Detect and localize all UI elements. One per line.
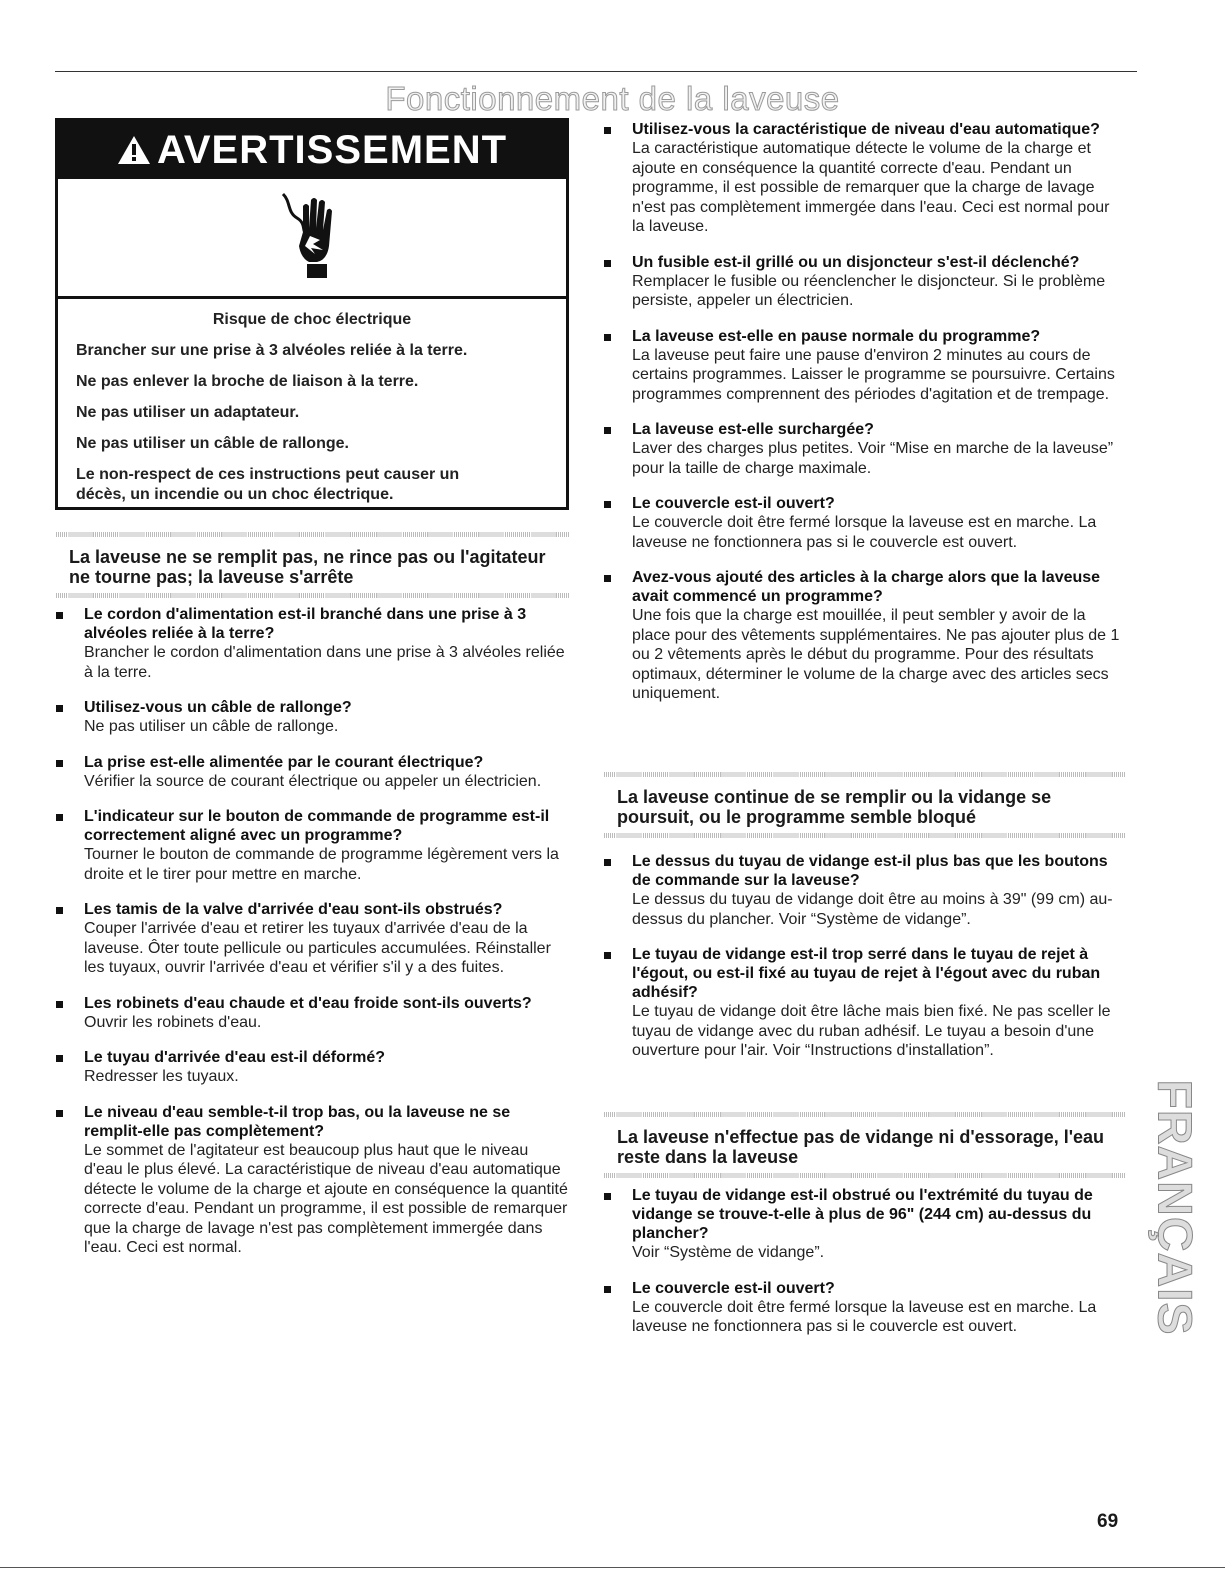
language-side-tab-label: FRANÇAIS xyxy=(1147,1079,1201,1336)
item-answer: Une fois que la charge est mouillée, il peut sembler y avoir de la place pour des vêtements supplémentaires. Ne pas ajouter plus de 1 ou 2 vêtements après le début du programme. Pour des résultats optimaux, déterminer le volume de la charge avec des articles secs uniquement. xyxy=(632,607,1120,702)
bullet-icon xyxy=(56,907,63,914)
bullet-icon xyxy=(604,859,611,866)
item-question: La laveuse est-elle en pause normale du programme? xyxy=(632,327,1041,345)
warning-line: Brancher sur une prise à 3 alvéoles reliée à la terre. xyxy=(76,342,468,359)
item-question: Avez-vous ajouté des articles à la charge alors que la laveuse avait commencé un programme? xyxy=(632,569,1101,605)
item-question: Les robinets d'eau chaude et d'eau froide sont-ils ouverts? xyxy=(84,994,532,1012)
item-answer: Remplacer le fusible ou réenclencher le disjoncteur. Si le problème persiste, appeler un électricien. xyxy=(632,272,1106,309)
warning-triangle-icon xyxy=(117,134,151,166)
item-question: Le tuyau de vidange est-il trop serré dans le tuyau de rejet à l'égout, ou est-il fixé au tuyau de rejet à l'égout avec du ruban adhésif? xyxy=(632,946,1101,1001)
list-item xyxy=(55,1103,569,1258)
bullet-icon xyxy=(604,952,611,959)
list-item xyxy=(55,900,569,978)
list-item xyxy=(603,120,1123,237)
list-item xyxy=(55,807,569,884)
warning-header xyxy=(58,121,566,179)
bullet-icon xyxy=(56,1001,63,1008)
item-question: Le dessus du tuyau de vidange est-il plus bas que les boutons de commande sur la laveuse? xyxy=(632,853,1108,889)
section-heading: La laveuse continue de se remplir ou la vidange se poursuit, ou le programme semble bloqué xyxy=(617,787,1052,827)
item-answer: La laveuse peut faire une pause d'environ 2 minutes au cours de certains programmes. Laisser le programme se poursuivre. Certains programmes comprennent des périodes d'agitation et de trempage. xyxy=(632,346,1115,403)
warning-line: Le non-respect de ces instructions peut causer un décès, un incendie ou un choc électrique. xyxy=(76,466,460,503)
item-answer: Brancher le cordon d'alimentation dans une prise à 3 alvéoles reliée à la terre. xyxy=(84,644,565,681)
list-item xyxy=(603,945,1123,1061)
list-item xyxy=(55,605,569,682)
bullet-icon xyxy=(604,427,611,434)
item-answer: Laver des charges plus petites. Voir “Mise en marche de la laveuse” pour la taille de charge maximale. xyxy=(632,440,1114,477)
bullet-icon xyxy=(604,1193,611,1200)
warning-line: Ne pas utiliser un adaptateur. xyxy=(76,404,300,421)
item-answer: Ouvrir les robinets d'eau. xyxy=(84,1013,262,1031)
list-item xyxy=(603,1186,1123,1263)
bullet-icon xyxy=(604,1286,611,1293)
item-question: Utilisez-vous un câble de rallonge? xyxy=(84,699,352,716)
item-answer: Redresser les tuyaux. xyxy=(84,1068,239,1085)
section-heading: La laveuse n'effectue pas de vidange ni d'essorage, l'eau reste dans la laveuse xyxy=(617,1127,1105,1167)
list-item xyxy=(603,327,1123,405)
bullet-icon xyxy=(604,260,611,267)
section1-items xyxy=(55,605,569,1274)
warning-risk: Risque de choc électrique xyxy=(212,311,412,328)
list-item xyxy=(603,852,1123,929)
item-question: Un fusible est-il grillé ou un disjoncteur s'est-il déclenché? xyxy=(632,253,1080,271)
bullet-icon xyxy=(604,334,611,341)
item-answer: Le couvercle doit être fermé lorsque la laveuse est en marche. La laveuse ne fonctionnera pas si le couvercle est ouvert. xyxy=(632,514,1097,551)
language-side-tab xyxy=(1147,1079,1201,1336)
item-question: Le tuyau de vidange est-il obstrué ou l'extrémité du tuyau de vidange se trouve-t-elle à plus de 96" (244 cm) au-dessus du plancher? xyxy=(632,1187,1093,1242)
right-items xyxy=(603,120,1123,720)
bullet-icon xyxy=(604,127,611,134)
section3-items xyxy=(603,1186,1123,1353)
warning-header-text: AVERTISSEMENT xyxy=(156,127,508,172)
bullet-icon xyxy=(56,1110,63,1117)
bullet-icon xyxy=(56,705,63,712)
warning-line: Ne pas enlever la broche de liaison à la terre. xyxy=(76,373,419,390)
item-question: Les tamis de la valve d'arrivée d'eau sont-ils obstrués? xyxy=(84,901,503,918)
bullet-icon xyxy=(56,612,63,619)
list-item xyxy=(55,1048,569,1087)
item-answer: Tourner le bouton de commande de programme légèrement vers la droite et le tirer pour mettre en marche. xyxy=(84,846,559,883)
item-question: Le niveau d'eau semble-t-il trop bas, ou la laveuse ne se remplit-elle pas complètement? xyxy=(84,1103,511,1140)
item-answer: Couper l'arrivée d'eau et retirer les tuyaux d'arrivée d'eau de la laveuse. Ôter toute pellicule ou particules accumulées. Réinstaller les tuyaux, ouvrir l'arrivée d'eau et vérifier s'il y a des fuites. xyxy=(84,920,551,976)
bullet-icon xyxy=(56,760,63,767)
bullet-icon xyxy=(56,814,63,821)
item-question: Le couvercle est-il ouvert? xyxy=(632,1279,835,1297)
page-title: Fonctionnement de la laveuse xyxy=(385,80,840,117)
warning-box xyxy=(55,118,569,510)
bullet-icon xyxy=(604,501,611,508)
item-question: La laveuse est-elle surchargée? xyxy=(632,421,874,438)
bullet-icon xyxy=(56,1055,63,1062)
item-answer: Le sommet de l'agitateur est beaucoup plus haut que le niveau d'eau le plus élevé. La caractéristique de niveau d'eau automatique détecte le volume de la charge et ajoute en conséquence la quantité correcte d'eau. Pendant un programme, il est possible de remarquer que la charge de lavage n'est pas complètement immergée dans l'eau. Ceci est normal. xyxy=(84,1141,568,1256)
item-question: Le tuyau d'arrivée d'eau est-il déformé? xyxy=(84,1049,386,1066)
item-answer: La caractéristique automatique détecte le volume de la charge et ajoute en conséquence la quantité correcte d'eau. Pendant un programme, il est possible de remarquer que la charge de lavage n'est pas complètement immergée dans l'eau. Ceci est normal pour la laveuse. xyxy=(632,140,1110,235)
list-item xyxy=(603,494,1123,552)
bottom-rule xyxy=(0,1567,1225,1568)
section2-items xyxy=(603,852,1123,1077)
bullet-icon xyxy=(604,575,611,582)
list-item xyxy=(603,568,1123,704)
warning-icon-area xyxy=(58,179,566,299)
warning-body xyxy=(58,299,566,505)
item-answer: Le couvercle doit être fermé lorsque la laveuse est en marche. La laveuse ne fonctionnera pas si le couvercle est ouvert. xyxy=(632,1298,1097,1335)
item-question: Utilisez-vous la caractéristique de niveau d'eau automatique? xyxy=(632,121,1100,138)
item-answer: Vérifier la source de courant électrique ou appeler un électricien. xyxy=(84,772,542,790)
top-rule xyxy=(55,71,1137,72)
item-question: Le cordon d'alimentation est-il branché dans une prise à 3 alvéoles reliée à la terre? xyxy=(84,606,527,642)
item-answer: Ne pas utiliser un câble de rallonge. xyxy=(84,718,339,735)
item-answer: Le tuyau de vidange doit être lâche mais bien fixé. Ne pas sceller le tuyau de vidange avec du ruban adhésif. Le tuyau a besoin d'une ouverture pour l'air. Voir “Instructions d'installation”. xyxy=(632,1003,1111,1059)
list-item xyxy=(55,698,569,737)
item-question: La prise est-elle alimentée par le courant électrique? xyxy=(84,753,484,771)
section-heading: La laveuse ne se remplit pas, ne rince pas ou l'agitateur ne tourne pas; la laveuse s'arrête xyxy=(69,547,546,587)
list-item xyxy=(603,253,1123,311)
list-item xyxy=(55,753,569,792)
item-question: L'indicateur sur le bouton de commande de programme est-il correctement aligné avec un programme? xyxy=(84,808,550,844)
list-item xyxy=(603,1279,1123,1337)
item-answer: Voir “Système de vidange”. xyxy=(632,1244,825,1261)
electric-shock-hand-icon xyxy=(277,188,347,288)
page-number: 69 xyxy=(1097,1511,1119,1532)
item-question: Le couvercle est-il ouvert? xyxy=(632,495,835,512)
list-item xyxy=(603,420,1123,478)
list-item xyxy=(55,994,569,1033)
item-answer: Le dessus du tuyau de vidange doit être au moins à 39" (99 cm) au-dessus du plancher. Voir “Système de vidange”. xyxy=(632,891,1113,928)
warning-line: Ne pas utiliser un câble de rallonge. xyxy=(76,435,349,452)
